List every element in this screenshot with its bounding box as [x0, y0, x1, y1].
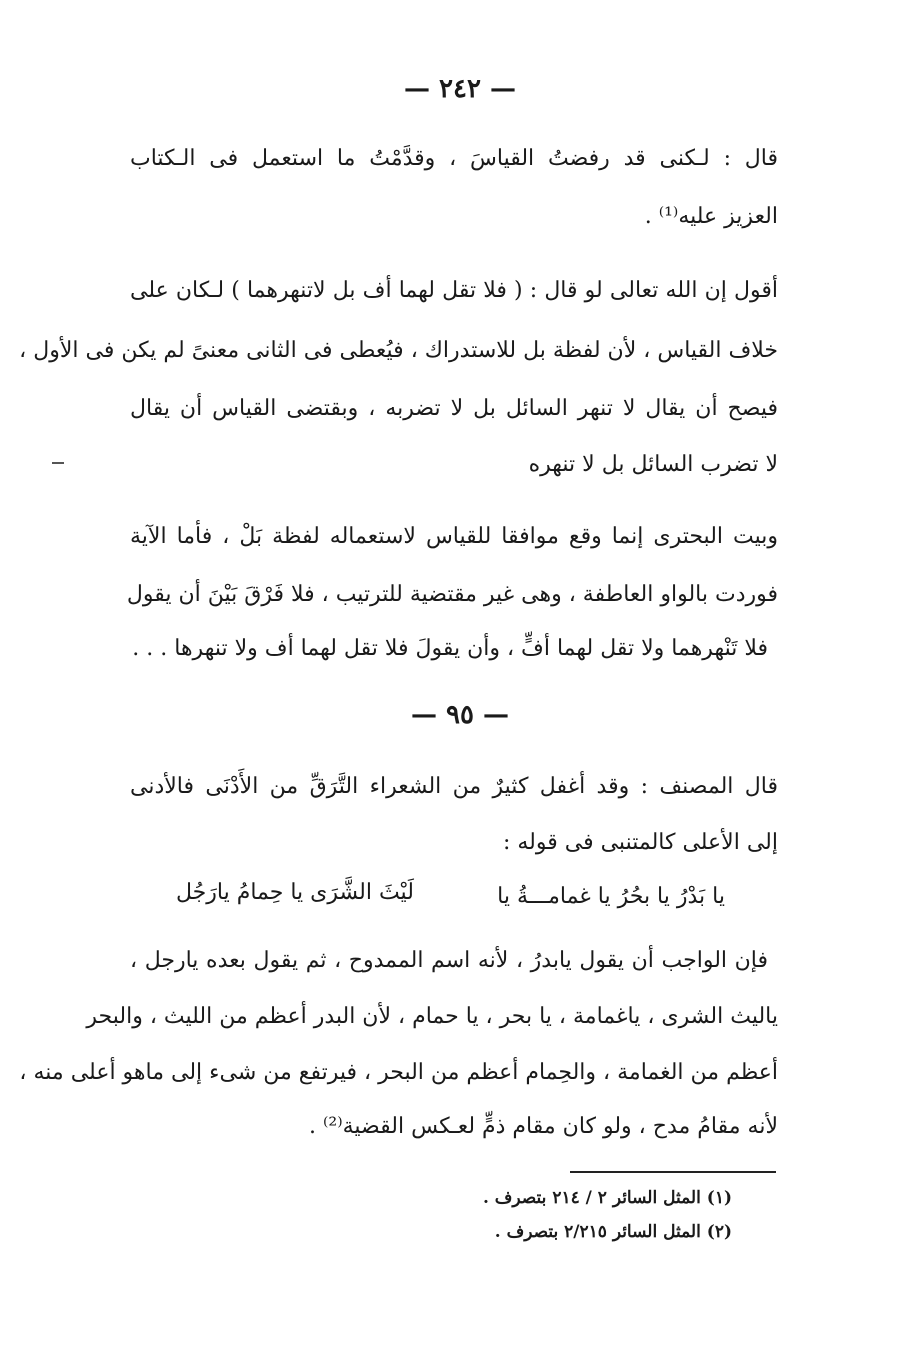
section-number: — ٩٥ — [410, 700, 510, 730]
text-line: فيصح أن يقال لا تنهر السائل بل لا تضربه ، وبقتضى القياس أن يقال [130, 396, 778, 421]
text-line: لا تضرب السائل بل لا تنهره [528, 452, 778, 477]
margin-mark [52, 462, 64, 464]
footnote: (١) المثل السائر ٢ / ٢١٤ بتصرف . [482, 1188, 732, 1208]
text-line: أعظم من الغمامة ، والحِمام أعظم من البحر ، فيرتفع من شىء إلى ماهو أعلى منه ، [19, 1060, 778, 1085]
verse-left-hemistich: لَيْثَ الشَّرَى يا حِمامُ يارَجُل [176, 880, 414, 905]
text-line: لأنه مقامُ مدح ، ولو كان مقام ذمٍّ لعـكس القضية⁽²⁾ . [309, 1114, 778, 1139]
text-line: ياليث الشرى ، ياغمامة ، يا بحر ، يا حمام ، لأن البدر أعظم من الليث ، والبحر [86, 1004, 778, 1029]
text-line: إلى الأعلى كالمتنبى فى قوله : [502, 830, 778, 855]
footnote: (٢) المثل السائر ٢/٢١٥ بتصرف . [494, 1222, 732, 1242]
footnote-separator [570, 1171, 776, 1173]
verse-right-hemistich: يا بَدْرُ يا بحُرُ يا غمامـــةُ يا [497, 884, 725, 909]
text-line: قال المصنف : وقد أغفل كثيرٌ من الشعراء التَّرَقِّ من الأَدْنَى فالأدنى [130, 774, 778, 799]
text-line: خلاف القياس ، لأن لفظة بل للاستدراك ، فيُعطى فى الثانى معنىً لم يكن فى الأول ، [19, 338, 778, 363]
text-line: فلا تَنْهرهما ولا تقل لهما أفٍّ ، وأن يقولَ فلا تقل لهما أف ولا تنهرها . . . [132, 636, 768, 661]
text-line: وبيت البحترى إنما وقع موافقا للقياس لاستعماله لفظة بَلْ ، فأما الآية [130, 524, 778, 549]
text-line: فوردت بالواو العاطفة ، وهى غير مقتضية للترتيب ، فلا فَرْقَ بَيْنَ أن يقول [126, 582, 778, 607]
text-line: أقول إن الله تعالى لو قال : ( فلا تقل لهما أف بل لاتنهرهما ) لـكان على [130, 278, 778, 303]
text-line: العزيز عليه⁽¹⁾ . [644, 204, 778, 229]
page-number: — ٢٤٢ — [403, 74, 517, 104]
text-line: فإن الواجب أن يقول يابدرُ ، لأنه اسم الممدوح ، ثم يقول بعده يارجل ، [130, 948, 768, 973]
text-line: قال : لـكنى قد رفضتُ القياسَ ، وقدَّمْتُ ما استعمل فى الـكتاب [130, 146, 778, 171]
